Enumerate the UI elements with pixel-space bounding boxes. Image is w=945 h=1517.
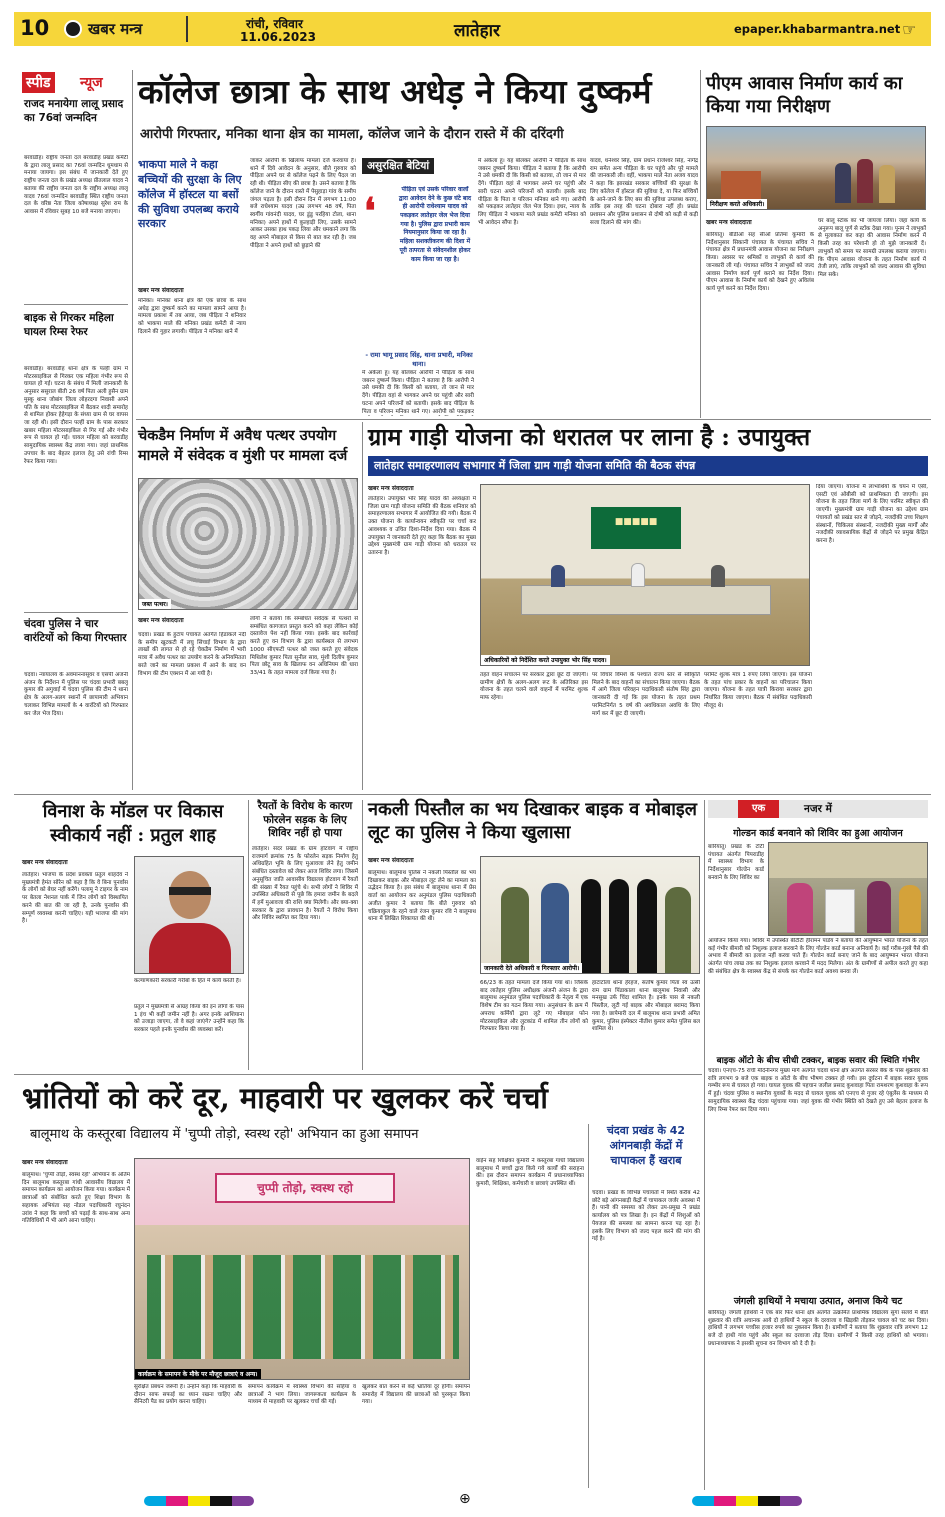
pratul-headline: विनाश के मॉडल पर विकास स्वीकार्य नहीं : प्रतुल शाह — [42, 801, 224, 847]
column-rule — [248, 800, 249, 1070]
gram-gadi-col-5: दिया जाएगा। योजना में लाभार्थियों के चयन में एसी, एसटी एवं ओबीसी को प्राथमिकता दी जाएगी। इस योजना के तहत जिला मार्ग के लिए परमिट स्वीकृत की जाएगी। मुख्यमंत्री ग्राम गाड़ी योजना का उद्देश्य ग्राम पंचायतों को प्रखंड स्तर से जोड़ने, नजदीकी उच्च शिक्षण संस्थानों, चिकित्सा संस्थानों, नजदीकी मुख्य मार्गों और नजदीकी व्यावसायिक केंद्रों से जोड़ने पर प्रमुख केंद्रित करना है। — [816, 484, 928, 545]
quote-label: असुरक्षित बेटियां — [362, 158, 434, 174]
rally-body: लातेहार। सदर प्रखंड के ग्राम होटवाग में राष्ट्रीय राजमार्ग क्रमांक 75 के फोरलेन सड़क निर्माण हेतु अधिग्रहित भूमि के लिए मुआवजा लेने हेतु जमीन संबंधित दस्तावेज को लेकर आज शिविर लगा। जिसमें अनुसूचित जाति आवासीय विद्यालय होटवाग में रैयतों की संख्या में रैयत पहुंचे थे। सभी लोगों ने शिविर में उपस्थित अधिकारी से पूछे कि हमारा जमीन के बदले में हमें मुआवजा की राशि क्या मिलेगी। और क्या-क्या सरकार के द्वारा प्रावधान है। रैयतों ने विरोध किया और शिविर स्थगित कर दिया गया। — [252, 846, 358, 922]
pratul-col-2: प्रतुल ने मुख्यमंत्री से आग्रह किया की इन लोगों के पास 1 इंच भी कहीं जमीन नहीं है। अगर इनके आशियाना को उजाड़ा जाएगा, तो वे कहां जाएंगे? उन्होंने कहा कि सरकार पहले इनके पुनर्वास की व्यवस्था करें। — [134, 1004, 244, 1034]
color-bar-right — [692, 1496, 802, 1506]
mahavari-col-2: सुरक्षित प्रबंधन जरूरी है। उन्होंने कहा कि माहवारी के दौरान साफ सफाई का ध्यान रखना चाहिए और सैनिटरी पैड का प्रयोग करना चाहिए। — [134, 1384, 242, 1406]
speed-news-label — [22, 72, 126, 94]
gram-gadi-col-2: तहत वाहन संचालन पर सरकार द्वारा छूट दी जाएगी। ग्रामीण क्षेत्रों के अलग-अलग रूट के अतिरिक्त इस योजना के तहत चलने वाले वाहनों में परमिट शुल्क माफ रहेगा। — [480, 672, 588, 702]
ek-nazar-headline-2: बाइक ऑटो के बीच सीधी टक्कर, बाइक सवार की स्थिति गंभीर — [716, 1056, 920, 1066]
gram-gadi-headline: ग्राम गाड़ी योजना को धरातल पर लाना है : उपायुक्त — [368, 423, 811, 451]
pistol-photo-caption: जानकारी देते अधिकारी व गिरफ्तार आरोपी। — [481, 963, 582, 973]
mahavari-col-4: खुलकर बात करने से कई भ्रांतियां दूर होंगी। समापन समारोह में विद्यालय की छात्राओं को पुरस्कृत किया गया। — [362, 1384, 470, 1406]
mahavari-byline: खबर मन्त्र संवाददाता — [22, 1159, 68, 1166]
epaper-link[interactable]: epaper.khabarmantra.net — [734, 22, 901, 36]
column-rule — [704, 800, 705, 1490]
lead-subhead: आरोपी गिरफ्तार, मनिका थाना क्षेत्र का मामला, कॉलेज जाने के दौरान रास्ते में की दरिंदगी — [140, 127, 564, 142]
ek-nazar-headline: गोल्डन कार्ड बनवाने को शिविर का हुआ आयोजन — [733, 828, 903, 839]
section-rule — [14, 1074, 702, 1075]
mahavari-photo-caption: कार्यक्रम के समापन के मौके पर मौजूद छात्राएं व अन्य। — [135, 1369, 261, 1379]
pistol-headline: नकली पिस्तौल का भय दिखाकर बाइक व मोबाइल लूट का पुलिस ने किया खुलासा — [368, 799, 697, 844]
gram-gadi-photo: ■■■■■ अधिकारियों को निर्देशित करते उपायुक्त भोर सिंह यादव। — [480, 484, 810, 666]
gram-gadi-col-1: लातेहार। उपायुक्त भोर सिंह यादव की अध्यक्षता में जिला ग्राम गाड़ी योजना समिति की बैठक शनिवार को समाहरणालय सभागार में आयोजित की गयी। बैठक में उक्त योजना के कार्यान्वयन स्वीकृति पर चर्चा कर आवश्यक व उचित दिशा-निर्देश दिया गया। बैठक में उपायुक्त ने जानकारी देते हुए कहा कि बैठक का मुख्य उद्देश्य मुख्यमंत्री ग्राम गाड़ी योजना को धरातल पर उतारना है। — [368, 496, 476, 557]
lead-col-2: जाकर आरोपी के खिलाफ मामला दर्ज करवाया है। थाने में दिये आवेदन के अनुसार, बीते गुरुवार को पीड़िता अपने घर से कॉलेज पढ़ने के लिए पैदल जा रही थी। पीड़िता सीए की छात्रा है। उसने बताया है कि कॉलेज जाने के दौरान रास्ते में पेसुहाड़ा गांव के समीप जंगल पड़ता है। इसी दौरान दिन में लगभग 11:00 बजे राधेश्याम यादव (उम्र लगभग 48 वर्ष, पिता स्वर्गीय गांवनंदी यादव, घर डुंडू परहिया टोला, थाना मनिका) अपने हाथों में कुल्हाड़ी लिए, उसके सामने आकर उसका हाथ पकड़ लिया और धमकाने लगा कि वह अपने मोबाइल से किस से बात कर रही है। जब पीड़िता ने अपने हाथों को छुड़ाने की — [250, 158, 356, 249]
chekdam-col-1: चंदवा। प्रखंड के हुटाप पंचायत अंतर्गत हिंडाकले नदी के समीप खुटकटी में लघु सिंचाई विभाग के द्वारा लाखों की लागत से हो रहे चेकडैम निर्माण में भारी मात्रा में अवैध पत्थर का उपयोग करने के अनियमितता बरते जाने का मामला प्रकाश में आने के बाद वन विभाग की टीम एक्शन में आ गयी है। — [138, 632, 246, 677]
pratul-photo-caption: कल्याणकारी सरकारी गरीबों के हित में कार्य करती है। — [134, 978, 241, 984]
pistol-col-1: बालूमाथ। बालूमाथ पुलिस ने नकली पिस्तौल का भय दिखाकर बाइक और मोबाइल लूट लेने का मामला का उद्भेदन किया है। इस संबंध में बालूमाथ थाना में प्रेस वार्ता का आयोजन कर अनुमंडल पुलिस पदाधिकारी अजीत कुमार ने बताया कि बीते गुरुवार को चक्रियाकुल के रहने वाले रंजन कुमार रवि ने बालूमाथ थाना में लिखित शिकायत की थी। — [368, 870, 476, 923]
quote-text: पीड़िता एवं उसके परिवार वालों द्वारा आवेदन देने के कुछ घंटे बाद ही आरोपी राधेश्याम यादव को पकड़कर लातेहार जेल भेज दिया गया है। पुलिस द्वारा प्रभारी काम नियमानुसार किया जा रहा है। महिला सशक्तीकरण की दिशा में पूरी तत्परता से संवेदनशील होकर काम किया जा रहा है। — [398, 186, 472, 263]
speed-news-body-3: चंदवा। न्यायालय के अवमाननासूवर व एसपी अंजनी अंजन के निर्देशन में पुलिस पर चंदवा प्रभारी बबलू कुमार की अगुवाई में चंदवा पुलिस की टीम ने थाना क्षेत्र के अलग-अलग स्थानों में छापामारी अभियान चलाकर विभिन्न मामलों के 4 वारंटियों को गिरफ्तार कर जेल भेज दिया। — [24, 672, 128, 717]
masthead — [14, 12, 931, 46]
speed-news-body-2: बरवाडीह। बरवाडीह थाना क्षेत्र के पल्हीं ग्राम में मोटरसाइकिल से गिरकर एक महिला गंभीर रूप से घायल हो गई। घटना के संबंध में मिली जानकारी के अनुसार ससुराल बीती 26 वर्ष पिता अली हुसैन ग्राम मुस्कू थाना जोबांग जिला लोहरदगा निवासी अपने पति के साथ मोटरसाइकिल में बैठकर शादी समारोह से शामिल होकर हेहेगड़ा के संध्या ग्राम से घर वापस जा रही थी। इसी दौरान पल्हीं ग्राम के पास सरकार खबार महिला मोटरसाइकिल से गिर गई और गंभीर रूप से घायल हो गई। घायल महिला को बरवाडीह सामुदायिक स्वास्थ्य केंद्र लाया गया। जहां प्राथमिक उपचार के बाद बेहतर इलाज हेतु उसे रांची रिम्स रेफर किया गया। — [24, 366, 128, 465]
lead-col-4: में अकेला हूं। यह बोलकर आरोपी ने पीड़िता के साथ जबरन दुष्कर्म किया। पीड़िता ने बताया है कि आरोपी ने उसे धमकी दी कि किसी को बताया, तो जान से मार देंगे। पीड़िता वहां से भागकर अपने घर पहुंची और सारी घटना अपने परिजनों को बतायी। इसके बाद पीड़िता के पिता व परिजन मनिका थाने गए। आरोपी को पकड़कर लातेहार जेल भेज दिया। इधर, न्याय के लिए पीड़िता ने भाकपा माले प्रखंड कमेटी मनिका को भी आवेदन सौंपा है। — [478, 158, 586, 226]
speed-news-headline-1: राजद मनायेगा लालू प्रसाद का 76वां जन्मदिन — [24, 98, 124, 124]
pm-awas-photo-caption: निरीक्षण करते अधिकारी। — [707, 199, 767, 209]
speed-news-label-a: स्पीड — [22, 72, 55, 93]
mahavari-col-5: वाईन सह शिक्षिका कुमारी ने कस्तूरबा गांधी विद्यालय बालूमाथ में बच्चों द्वारा किये गये कार्यों की सराहना की। इस दौरान समापन कार्यक्रम में प्रधानाध्यापिका कुमारी, शिक्षिका, कर्मचारी व छात्राएं उपस्थित थीं। — [476, 1158, 584, 1188]
mahavari-subhead: बालूमाथ के कस्तूरबा विद्यालय में 'चुप्पी तोड़ो, स्वस्थ रहो' अभियान का हुआ समापन — [30, 1127, 419, 1142]
gram-gadi-col-3: पर विचार विमर्श के पश्चात राज्य स्तर से स्वीकृति मिलने के बाद वाहनों का संचालन किया जाएगा। बैठक में आगे जिला परिवहन पदाधिकारी संतोष सिंह द्वारा जानकारी दी गई कि इस योजना के तहत प्रथम परमिटनिर्गत 5 वर्ष की अवधिकाल अवधि के लिए मार्ग कर में छूट दी जाएगी। — [592, 672, 700, 717]
pistol-byline: खबर मन्त्र संवाददाता — [368, 857, 414, 864]
pm-awas-col-2: घर बालू स्टॉक का भी जायजा लिया। जहां कार्य के अनुरूप बालू पूर्ण से स्टॉक देखा गया। पूनम ने लाभुकों से मुलाकात कर कहा की आवास निर्माण करने में किसी तरह का परेशानी हो तो मुझे जानकारी दें। लाभुकों को समय पर सामग्री उपलब्ध कराया जाएगा। कि पीएम आवास योजना के तहत निर्माण कार्य में तेजी लाएं, ताकि लाभुकों को जल्द आवास की सुविधा मिल सके। — [818, 218, 926, 279]
brand-logo-icon — [64, 20, 82, 38]
pistol-col-2: 66/23 के तहत मामला दर्ज किया गया था। जिसके बाद लातेहार पुलिस अधीक्षक अंजनी अंजन के द्वारा बालूमाथ अनुमंडल पुलिस पदाधिकारी के नेतृत्व में एक विशेष टीम का गठन किया गया। अनुसंधान के क्रम में अपराध कर्मियों द्वारा लूटे गए मोबाइल फोन मोटरसाइकिल और लुटकांड में शामिल तीन लोगों को गिरफ्तार किया गया है। — [480, 980, 588, 1033]
chekdam-byline: खबर मन्त्र संवाददाता — [138, 617, 184, 624]
lead-byline: खबर मन्त्र संवाददाता — [138, 287, 184, 294]
speed-news-headline-3: चंदवा पुलिस ने चार वारंटियों को किया गिरफ्तार — [24, 618, 127, 644]
ek-nazar-label-b: नजर में — [804, 803, 832, 815]
chekdam-photo-caption: जब्त पत्थर। — [139, 599, 171, 609]
gram-gadi-byline: खबर मन्त्र संवाददाता — [368, 485, 414, 492]
quote-mark-icon: ❛ — [364, 190, 376, 232]
ek-nazar-label-a: एक — [738, 800, 779, 818]
masthead-divider — [186, 16, 188, 42]
lead-sidebar-headline: भाकपा माले ने कहा बच्चियों की सुरक्षा के लिए कॉलेज में हॉस्टल या बसों की सुविधा उपलब्ध कराये सरकार — [138, 158, 242, 231]
color-bar-left — [144, 1496, 254, 1506]
city-day: रांची, रविवार — [246, 17, 303, 31]
speed-news-label-b: न्यूज — [80, 75, 103, 91]
pm-awas-headline: पीएम आवास निर्माण कार्य का किया गया निरीक्षण — [706, 73, 903, 118]
lead-headline: कॉलेज छात्रा के साथ अधेड़ ने किया दुष्कर्म — [138, 72, 652, 111]
section-rule — [136, 419, 931, 420]
lead-col-5: यादव, धनेश्वर सिंह, ग्राम प्रधान राजेश्वर सिंह, नागेंद्र राम समेत अन्य पीड़िता के घर पहुंचे और पूरे मामले की जानकारी ली। वहीं, भाकपा माले नेता अजय यादव ने कहा कि झारखंड सरकार बच्चियों की सुरक्षा के लिए कॉलेज में हॉस्टल की सुविधा दे, या फिर बच्चियों के आने-जाने के लिए बस की सुविधा उपलब्ध कराए, ताकि इस तरह की घटना दोबारा नहीं हो। प्रखंड प्रशासन और पुलिस प्रशासन से दोषी को कड़ी से कड़ी सजा दिलाने की मांग की। — [590, 158, 698, 226]
speed-news-headline-2: बाइक से गिरकर महिला घायल रिम्स रेफर — [24, 312, 114, 338]
lead-col-3: में अकेला हूं। यह बोलकर आरोपी ने पीड़िता के साथ जबरन दुष्कर्म किया। पीड़िता ने बताया है कि आरोपी ने उसे धमकी दी कि किसी को बताया, तो जान से मार देंगे। पीड़िता वहां से भागकर अपने घर पहुंची और सारी घटना अपने परिजनों को बतायी। इसके बाद पीड़िता के पिता व परिजन मनिका थाने गए। आरोपी को पकड़कर — [362, 370, 474, 415]
gram-gadi-photo-caption: अधिकारियों को निर्देशित करते उपायुक्त भोर सिंह यादव। — [481, 655, 610, 665]
pistol-photo — [480, 856, 700, 974]
gram-gadi-col-4: परमिट शुल्क मात्र 1 रुपए लिया जाएगा। इस योजना के तहत पांच प्रकार के वाहनों का परिचालन किया जाएगा। योजना के तहत यात्री किराया सरकार द्वारा निर्धारित किया जाएगा। बैठक में संबंधित पदाधिकारी मौजूद थे। — [704, 672, 812, 709]
mahavari-col-1: बालूमाथ। 'चुप्पी तोड़ो, स्वस्थ रहो' अभियान के अंतिम दिन बालूमाथ कस्तूरबा गांधी आवासीय विद्यालय में समापन कार्यक्रम का आयोजन किया गया। कार्यक्रम में छात्राओं को संबोधित करते हुए शिक्षा विभाग के सहायक अभियंता सह नोडल पदाधिकारी रघुनंदन उरांव ने कहा कि बच्चों को पढ़ाई के साथ-साथ अन्य गतिविधियों में भी आगे आना चाहिए। — [22, 1172, 130, 1225]
ek-nazar-body-top: बारियातू। प्रखंड के टोटी पंचायत अंतर्गत पिपराडीह में स्वास्थ्य विभाग के निर्देशानुसार गोल्डेन कार्ड बनवाने के लिए शिविर का — [708, 844, 764, 881]
speed-news-body-1: बरवाडीह। राष्ट्रीय जनता दल बरवाडीह प्रखंड कमेटी के द्वारा लालू प्रसाद का 76वां जन्मदिन धूमधाम से मनाया जायगा। इस संबंध में जानकारी देते हुए राष्ट्रीय जनता दल के प्रखंड अध्यक्ष प्रीतलाल यादव ने बताया की राष्ट्रीय जनता दल के राष्ट्रीय अध्यक्ष लालू यादव 76वां जन्मदिन बरवाडीह स्थित राष्ट्रीय जनता दल के वरिष्ठ नेता जिला कोषाध्यक्ष सुरेश राम के आवास में रविवार सुबह 10 बजे मनाया जाएगा। — [24, 155, 128, 216]
chekdam-col-2: लोगो ने बताया कि सम्बंधित संवेदक से पत्थरों से सम्बंधित कागजात प्रस्तुत करने को कहा लेकिन कोई दस्तावेज पेश नहीं किया गया। इसके बाद कार्रवाई करते हुए वन विभाग के द्वारा कार्यस्थल से लगभग 1000 सीएफटी पत्थर को जब्त करते हुए संवेदक मिथिलेश कुमार पिता सुनील साव, मुंशी दिलीप कुमार पिता छोटू साव के खिलाफ वन अधिनियम की धारा 33/41 के तहत मामला दर्ज किया गया है। — [250, 616, 358, 677]
footer-strip — [14, 1491, 931, 1508]
ek-nazar-body-2: चंदवा। एनएच-75 रांची मेदिनीनगर मुख्य मार्ग अंतर्गत चंदवा थाना क्षेत्र अंतर्गत सरसर बैंक के पास शुक्रवार की रात्रि लगभग 9 बजे एक बाइक व ऑटो के बीच भीषण टक्कर हो गयी। इस दुर्घटना में बाइक सवार युवक गम्भीर रूप से घायल हो गया। घायल युवक की पहचान जलील प्रसाद कुशवाहा पिता रामशरण कुशवाहा के रूप में हुई। चंदवा पुलिस व स्थानीय युवकों के मदद से घायल युवक को एनएच से गुजर रहे एंबुलेंस के माध्यम से सामुदायिक स्वास्थ्य केंद्र चंदवा पहुंचाया गया। जहां युवक की गंभीर स्थिति को देखते हुए उसे बेहतर इलाज के लिए रिम्स रेफर कर दिया गया। — [708, 1068, 928, 1113]
pm-awas-col-1: बारियातू। बीडीओ सह सीओ प्रतिमा कुमारी के निर्देशानुसार सिकानी पंचायत के पंचायत सचिव ने पंचायत क्षेत्र में प्रधानमंत्री आवास योजना का निरीक्षण किया। अवसर पर श्रमिकों व लाभुकों से कार्य की जानकारी ली गई। पंचायत सचिव ने लाभुकों को जल्द आवास निर्माण कार्य पूर्ण कराने का निर्देश दिया। पीएम आवास के निर्माण कार्य को देखने हुए अविलंब कार्य पूर्ण करने का निर्देश दिया। — [706, 232, 814, 293]
column-rule — [588, 1124, 589, 1488]
ek-nazar-body-3: बारियातू। जंगली हाथियों ने एक बार फिर थाना क्षेत्र अंतर्गत उत्क्रमित प्राथमिक विद्यालय सुगा सलवे में बीते शुक्रवार की रात्रि अचानक आये दो हाथियों ने स्कूल के दरवाजा व खिड़की तोड़कर चावल को चट कर दिया। हाथियों ने लगभग पच्चीस हजार रुपये का नुकसान किया है। ग्रामीणों ने बताया कि शुक्रवार रात्रि लगभग 12 बजे दो हाथी गांव पहुंचे और स्कूल का दरवाजा तोड़ दिया। ग्रामीणों ने किसी तरह हाथियों को भगाया। प्रधानाध्यापक ने इसकी सूचना वन विभाग को दे दी है। — [708, 1310, 928, 1347]
chekdam-headline: चेकडैम निर्माण में अवैध पत्थर उपयोग मामले में संवेदक व मुंशी पर मामला दर्ज — [138, 427, 348, 464]
ek-nazar-photo — [768, 842, 928, 936]
ek-nazar-headline-3: जंगली हाथियों ने मचाया उत्पात, अनाज किये चट — [733, 1296, 903, 1307]
issue-date: 11.06.2023 — [240, 30, 316, 44]
divider — [24, 612, 128, 613]
pistol-col-3: हाटाटोला थाना हेरहंज, सतोष कुमार पिता स्व उत्सी राम ग्राम पिंडाकाला थाना बालूमाथ निवासी और मनसुख उर्फ चिंदा शामिल है। इनके पास से नकली पिस्तौल, लूटी गई बाइक और मोबाइल बरामद किया गया है। छापेमारी दल में बालूमाथ थाना प्रभारी अमित कुमार, पुलिस इंस्पेक्टर नीतीश कुमार समेत पुलिस बल शामिल थे। — [592, 980, 700, 1033]
column-rule — [362, 800, 363, 1070]
rally-headline: रैयतों के विरोध के कारण फोरलेन सड़क के लिए शिविर नहीं हो पाया — [257, 800, 353, 840]
anganbadi-body: चंदवा। प्रखंड के विभिन्न पंचायतों में स्थित करीब 42 छोटे बड़े आंगनबाड़ी केंद्रों में चापाकल जर्जर अवस्था में हैं। पानी की समस्या को लेकर उप-प्रमुख ने प्रखंड कार्यालय को पत्र लिखा है। इन केंद्रों में शिशुओं को पेयजल की समस्या का सामना करना पड़ रहा है। इसके लिए विभाग को जल्द पहल करने की मांग की गई है। — [592, 1190, 700, 1243]
ek-nazar-body: आयोजन किया गया। शिविर में उपस्थित बीटीटी हीरामन पांडेय ने बताया की आयुष्मान भारत योजना के तहत कई गंभीर बीमारी को निशुल्क इलाज करवाने के लिए गोल्डेन कार्ड बनाना अनिवार्य है। कई गरीब-गुरबे पैसे की अभाव में बीमारी का इलाज नहीं करवा पाते हैं। गोल्डेन कार्ड बनाए जाने के बाद आयुष्मान भारत योजना अंतर्गत पांच लाख तक का निशुल्क इलाज करवाने में मदद मिलेगा। अंत के ग्रामीणों से अपील करते हुए कहा की संबंधित क्षेत्र के स्वास्थ्य केंद्र से संपर्क कर गोल्डेन कार्ड अवश्य बनवा लें। — [708, 938, 928, 975]
pratul-photo — [134, 856, 244, 974]
lead-col-1: मनिका। मनिका थाना क्षेत्र की एक छात्रा के साथ अधेड़ द्वारा दुष्कर्म करने का मामला सामने आया है। मामला प्रकाश में तब आया, जब पीड़िता ने शनिवार को भाकपा माले की मनिका प्रखंड कमेटी से न्याय दिलाने की गुहार लगायी। पीड़िता ने मनिका थाने में — [138, 298, 246, 335]
sidebar-rule — [132, 70, 133, 790]
anganbadi-headline: चंदवा प्रखंड के 42 आंगनबाड़ी केंद्रों में चापाकल हैं खराब — [606, 1124, 686, 1167]
column-rule — [700, 70, 701, 418]
pratul-col-1: लातेहार। भाजपा के प्रदेश प्रवक्ता प्रतुल शाहदेव ने मुख्यमंत्री हेमंत सोरेन को कहा है कि वे बिना पुनर्वास के लोगों को बेघर नहीं करेंगे। पलामू ने टाइगर के नाम पर बेतला नेशनल पार्क में जिन लोगों को विस्थापित करने की बात की जा रही है, उनके पुनर्वास की सम्पूर्ण व्यवस्था करनी चाहिए। यही भाजपा की मांग है। — [22, 872, 128, 925]
mahavari-banner: चुप्पी तोड़ो, स्वस्थ रहो — [215, 1173, 395, 1203]
mahavari-photo — [134, 1158, 470, 1380]
pm-awas-photo — [706, 126, 926, 210]
cursor-hand-icon: ☞ — [902, 20, 917, 39]
section-name: लातेहार — [454, 21, 501, 41]
quote-attribution: - रामा भागू प्रसाद सिंह, थाना प्रभारी, मनिका थाना। — [365, 351, 473, 368]
registration-mark-icon: ⊕ — [459, 1491, 471, 1507]
column-rule — [362, 422, 363, 790]
section-rule — [14, 794, 931, 795]
pratul-byline: खबर मन्त्र संवाददाता — [22, 859, 68, 866]
pm-awas-byline: खबर मन्त्र संवाददाता — [706, 219, 752, 226]
brand-name: खबर मन्त्र — [88, 20, 143, 38]
mahavari-headline: भ्रांतियों को करें दूर, माहवारी पर खुलकर करें चर्चा — [22, 1081, 548, 1115]
mahavari-col-3: समापन कार्यक्रम में स्वास्थ्य विभाग की सहिया व छात्राओं ने भाग लिया। जागरूकता कार्यक्रम के माध्यम से माहवारी पर खुलकर चर्चा की गई। — [248, 1384, 356, 1406]
page-number: 10 — [20, 16, 50, 40]
ek-nazar-label — [708, 800, 928, 818]
divider — [24, 304, 128, 305]
chekdam-photo — [138, 478, 358, 610]
gram-gadi-subhead: लातेहार समाहरणालय सभागार में जिला ग्राम गाड़ी योजना समिति की बैठक संपन्न — [368, 456, 928, 476]
